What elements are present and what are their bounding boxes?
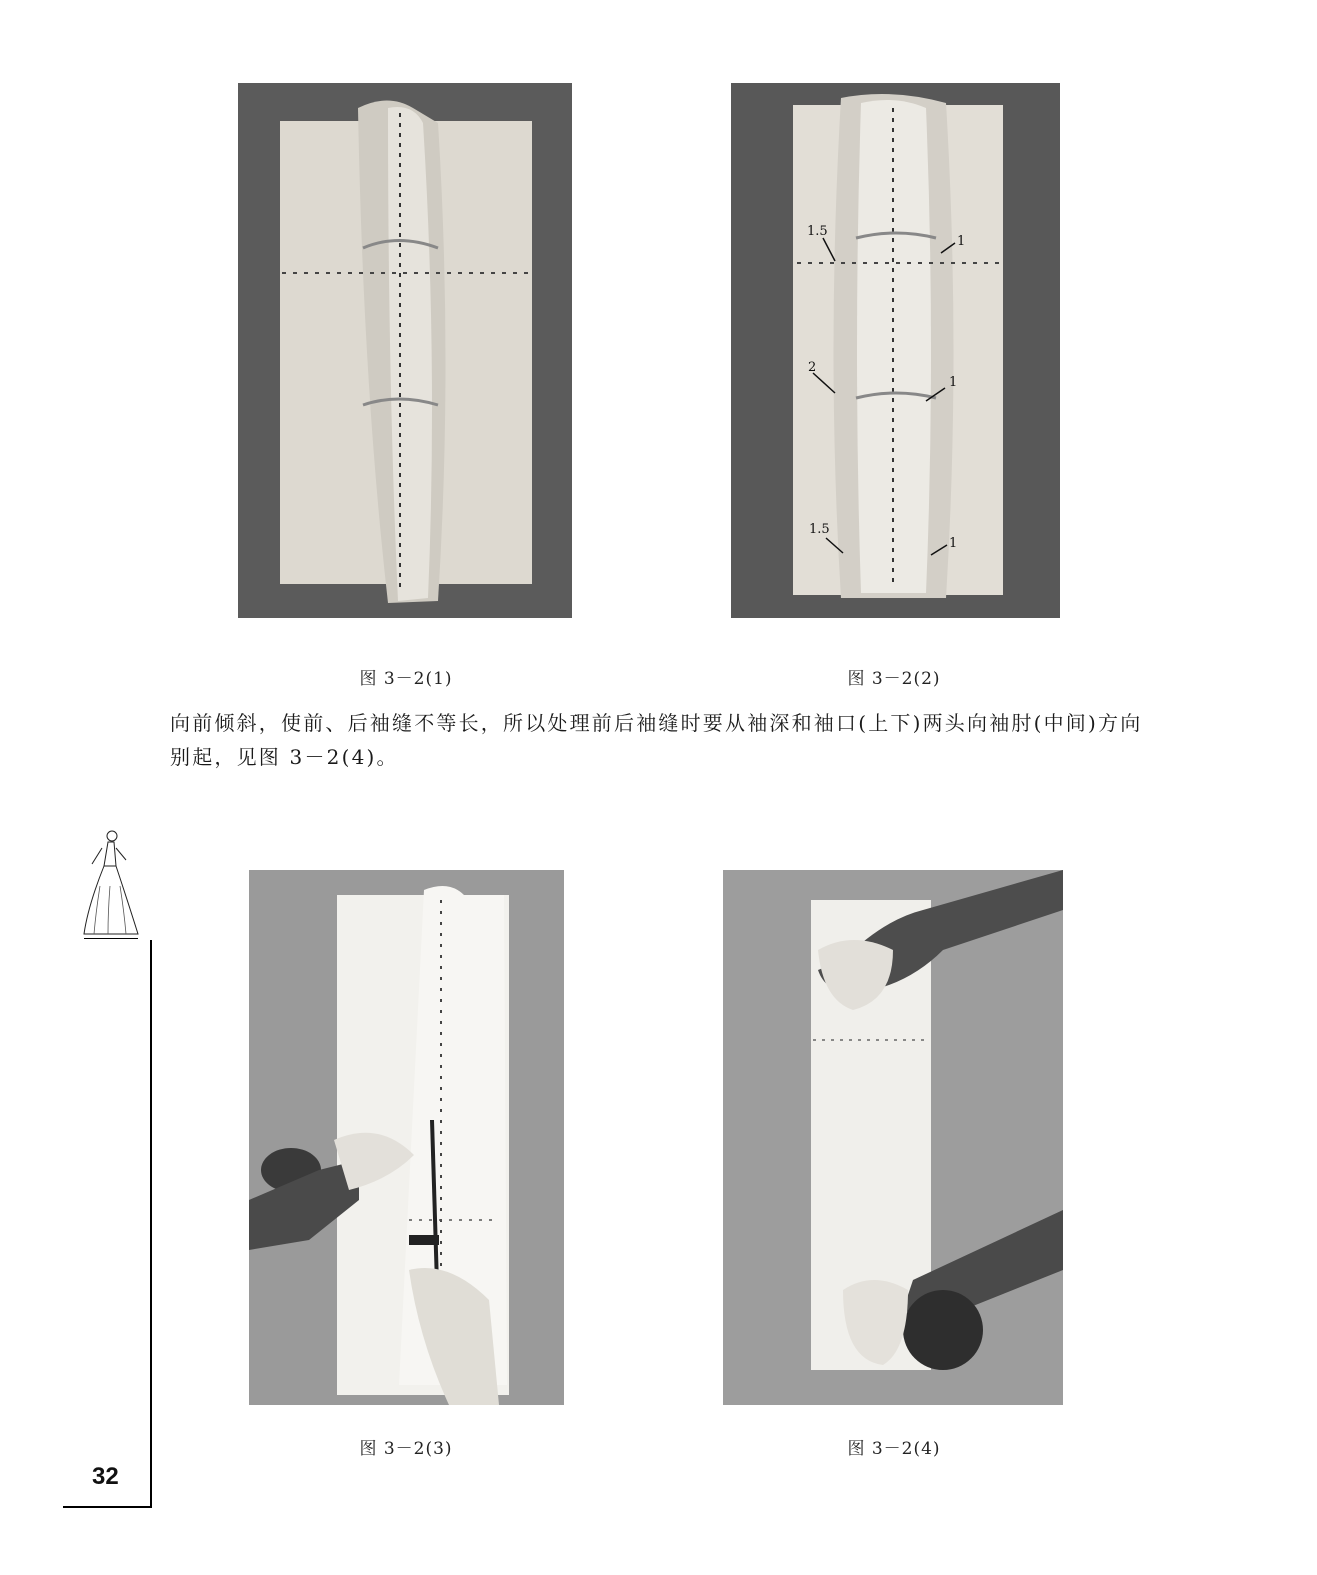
annotation-1-mid: 1 — [949, 375, 958, 390]
figure-3-2-1-caption: 图 3－2(1) — [359, 669, 453, 689]
page-number-rule — [63, 1506, 152, 1508]
annotation-1-5-bottom: 1.5 — [809, 522, 830, 537]
fashion-figure-icon — [82, 826, 142, 938]
body-paragraph: 向前倾斜，使前、后袖缝不等长，所以处理前后袖缝时要从袖深和袖口(上下)两头向袖肘(中间)方向别起，见图 3－2(4)。 — [170, 711, 1143, 769]
side-rule-top — [84, 938, 138, 939]
annotation-1-5-top: 1.5 — [807, 224, 828, 239]
page-number: 32 — [92, 1463, 119, 1490]
side-rule-vertical — [150, 940, 152, 1508]
annotation-1-top: 1 — [957, 234, 966, 249]
figure-3-2-2-photo — [731, 83, 1060, 618]
annotation-1-bottom: 1 — [949, 536, 958, 551]
figure-3-2-4-photo — [723, 870, 1063, 1405]
figure-3-2-3-caption: 图 3－2(3) — [359, 1439, 453, 1459]
figure-3-2-1-photo — [238, 83, 572, 618]
figure-3-2-4-caption: 图 3－2(4) — [847, 1439, 941, 1459]
figure-3-2-3-photo — [249, 870, 564, 1405]
figure-3-2-2-caption: 图 3－2(2) — [847, 669, 941, 689]
annotation-2-mid: 2 — [808, 360, 817, 375]
